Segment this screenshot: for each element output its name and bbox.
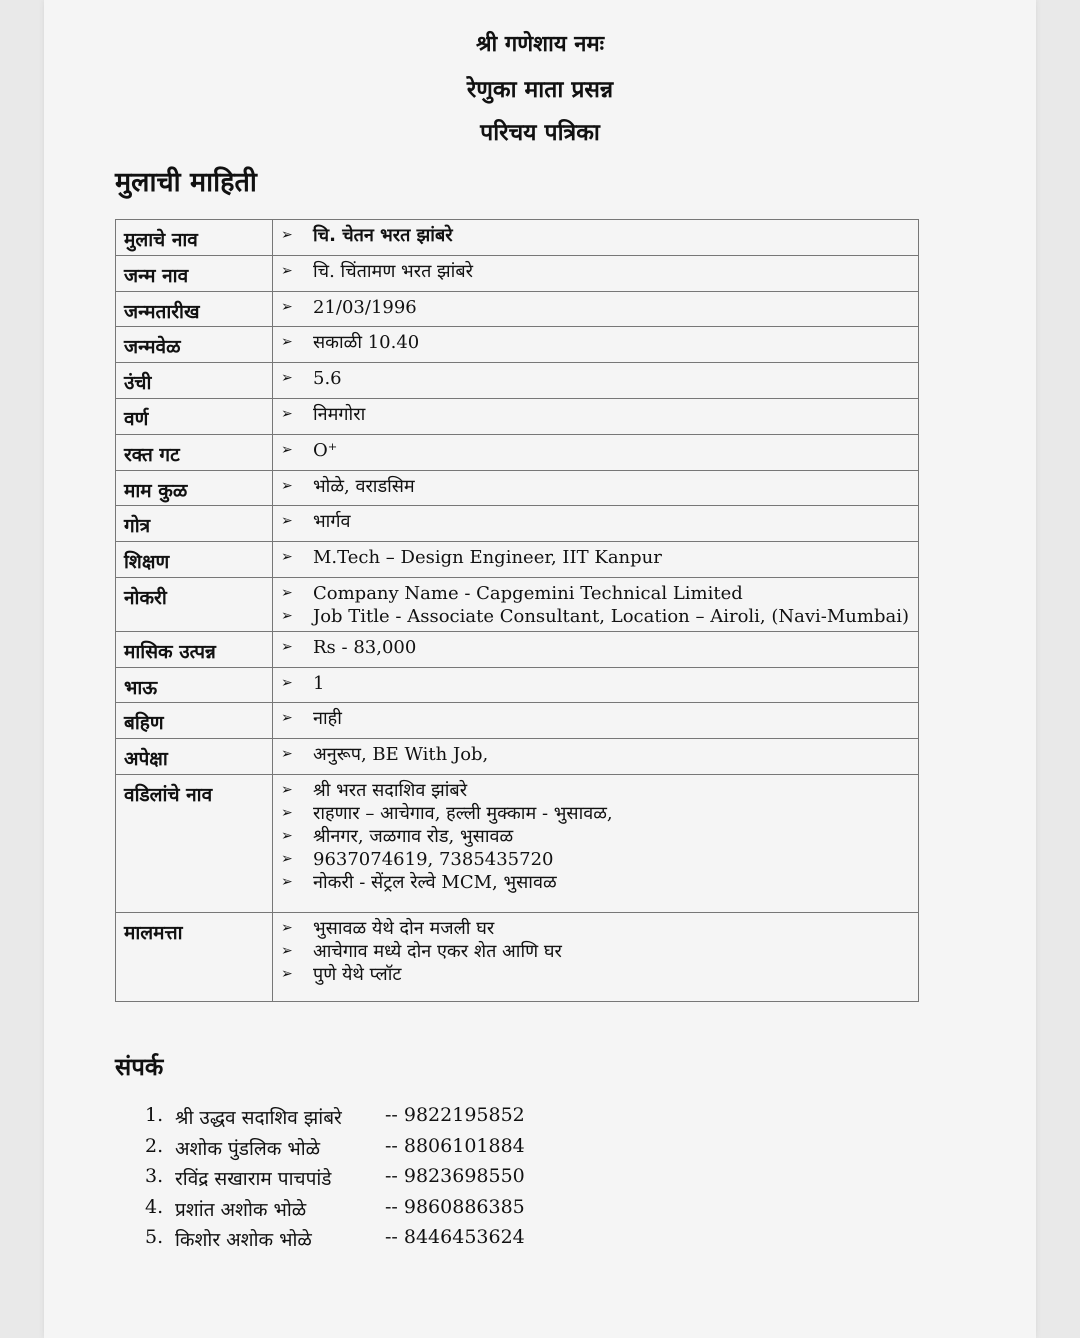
- value-line: [281, 848, 918, 871]
- value-text: आचेगाव मध्ये दोन एकर शेत आणि घर: [313, 941, 562, 962]
- value-text: भोळे, वराडसिम: [313, 476, 415, 497]
- contact-phone: -- 9860886385: [385, 1195, 525, 1218]
- row-label: मुलाचे नाव: [116, 220, 273, 256]
- value-line: [281, 224, 918, 247]
- contact-phone: -- 9823698550: [385, 1165, 525, 1187]
- row-label: शिक्षण: [116, 542, 273, 578]
- table-row: [116, 775, 919, 913]
- row-value-cell: [273, 775, 919, 913]
- table-row: [116, 471, 919, 506]
- arrow-bullet-icon: ➢: [281, 227, 293, 243]
- value-text: 1: [313, 673, 325, 694]
- row-label: अपेक्षा: [116, 739, 273, 775]
- value-text: अनुरूप, BE With Job,: [313, 744, 489, 765]
- arrow-bullet-icon: ➢: [281, 966, 293, 982]
- table-row: [116, 703, 919, 739]
- contact-item: [145, 1196, 525, 1227]
- row-label: जन्मवेळ: [116, 327, 273, 363]
- arrow-bullet-icon: ➢: [281, 585, 293, 601]
- arrow-bullet-icon: ➢: [281, 851, 293, 867]
- table-row: [116, 668, 919, 703]
- arrow-bullet-icon: ➢: [281, 549, 293, 565]
- value-text: Company Name - Capgemini Technical Limited: [313, 583, 743, 604]
- value-text: चि. चेतन भरत झांबरे: [313, 225, 453, 246]
- row-label: गोत्र: [116, 506, 273, 542]
- contact-number: 5.: [145, 1226, 164, 1248]
- table-row: [116, 327, 919, 363]
- contact-phone: -- 8806101884: [385, 1134, 525, 1157]
- arrow-bullet-icon: ➢: [281, 746, 293, 762]
- arrow-bullet-icon: ➢: [281, 943, 293, 959]
- value-line: [281, 802, 918, 825]
- contact-name: श्री उद्धव सदाशिव झांबरे: [175, 1107, 342, 1129]
- value-line: [281, 707, 918, 730]
- arrow-bullet-icon: ➢: [281, 608, 293, 624]
- value-line: [281, 605, 918, 628]
- row-label: जन्म नाव: [116, 256, 273, 292]
- row-value-cell: [273, 327, 919, 363]
- arrow-bullet-icon: ➢: [281, 442, 293, 458]
- contact-name: अशोक पुंडलिक भोळे: [175, 1137, 321, 1160]
- value-line: [281, 546, 918, 569]
- row-label: मासिक उत्पन्न: [116, 632, 273, 668]
- contact-name: किशोर अशोक भोळे: [175, 1229, 312, 1251]
- row-label: वर्ण: [116, 399, 273, 435]
- value-line: [281, 917, 918, 940]
- contact-item: [145, 1226, 525, 1257]
- contact-item: [145, 1135, 525, 1166]
- row-value-cell: [273, 578, 919, 632]
- contact-list: [145, 1104, 525, 1257]
- row-value-cell: [273, 506, 919, 542]
- row-label: नोकरी: [116, 578, 273, 632]
- value-line: [281, 510, 918, 533]
- table-row: [116, 435, 919, 471]
- row-value-cell: [273, 913, 919, 1002]
- contact-name: प्रशांत अशोक भोळे: [175, 1198, 307, 1221]
- arrow-bullet-icon: ➢: [281, 675, 293, 691]
- header-blessing: रेणुका माता प्रसन्न: [466, 77, 614, 103]
- value-line: [281, 475, 918, 498]
- table-row: [116, 256, 919, 292]
- value-line: [281, 743, 918, 766]
- value-line: [281, 871, 918, 894]
- value-line: [281, 779, 918, 802]
- row-label: वडिलांचे नाव: [116, 775, 273, 913]
- contact-number: 3.: [145, 1165, 164, 1187]
- arrow-bullet-icon: ➢: [281, 263, 293, 279]
- value-text: नाही: [313, 708, 342, 729]
- value-line: [281, 403, 918, 426]
- value-line: [281, 260, 918, 283]
- arrow-bullet-icon: ➢: [281, 805, 293, 821]
- table-row: [116, 632, 919, 668]
- row-label: उंची: [116, 363, 273, 399]
- value-text: श्रीनगर, जळगाव रोड, भुसावळ: [313, 826, 514, 847]
- value-text: निमगोरा: [313, 404, 366, 425]
- table-row: [116, 363, 919, 399]
- arrow-bullet-icon: ➢: [281, 299, 293, 315]
- header-invocation: श्री गणेशाय नमः: [475, 32, 605, 57]
- value-text: M.Tech – Design Engineer, IIT Kanpur: [313, 547, 662, 568]
- value-line: [281, 367, 918, 390]
- table-row: [116, 399, 919, 435]
- value-text: भुसावळ येथे दोन मजली घर: [313, 918, 495, 939]
- row-value-cell: [273, 435, 919, 471]
- row-value-cell: [273, 632, 919, 668]
- value-text: सकाळी 10.40: [313, 332, 420, 353]
- arrow-bullet-icon: ➢: [281, 406, 293, 422]
- contact-number: 4.: [145, 1195, 164, 1218]
- row-value-cell: [273, 399, 919, 435]
- row-value-cell: [273, 471, 919, 506]
- arrow-bullet-icon: ➢: [281, 710, 293, 726]
- value-line: [281, 439, 918, 462]
- contact-number: 2.: [145, 1134, 164, 1157]
- table-row: [116, 913, 919, 1002]
- table-row: [116, 506, 919, 542]
- value-text: भार्गव: [313, 511, 351, 532]
- table-row: [116, 542, 919, 578]
- value-text: राहणार – आचेगाव, हल्ली मुक्काम - भुसावळ,: [313, 803, 613, 824]
- row-value-cell: [273, 363, 919, 399]
- row-label: बहिण: [116, 703, 273, 739]
- value-line: [281, 672, 918, 695]
- arrow-bullet-icon: ➢: [281, 513, 293, 529]
- value-text: पुणे येथे प्लॉट: [313, 964, 402, 985]
- row-value-cell: [273, 220, 919, 256]
- row-label: माम कुळ: [116, 471, 273, 506]
- value-line: [281, 825, 918, 848]
- document-title: परिचय पत्रिका: [480, 120, 600, 146]
- arrow-bullet-icon: ➢: [281, 782, 293, 798]
- value-text: 5.6: [313, 368, 342, 389]
- value-text: Job Title - Associate Consultant, Location – Airoli, (Navi-Mumbai): [313, 606, 909, 627]
- value-line: [281, 940, 918, 963]
- value-text: 9637074619, 7385435720: [313, 849, 554, 870]
- arrow-bullet-icon: ➢: [281, 828, 293, 844]
- info-table: [115, 219, 919, 1002]
- value-line: [281, 636, 918, 659]
- row-value-cell: [273, 703, 919, 739]
- table-row: [116, 292, 919, 327]
- table-row: [116, 739, 919, 775]
- value-line: [281, 331, 918, 354]
- section-title-info: मुलाची माहिती: [115, 167, 257, 198]
- contact-phone: -- 8446453624: [385, 1226, 525, 1248]
- arrow-bullet-icon: ➢: [281, 370, 293, 386]
- arrow-bullet-icon: ➢: [281, 478, 293, 494]
- row-label: भाऊ: [116, 668, 273, 703]
- arrow-bullet-icon: ➢: [281, 874, 293, 890]
- row-value-cell: [273, 542, 919, 578]
- value-text: नोकरी - सेंट्रल रेल्वे MCM, भुसावळ: [313, 872, 557, 893]
- arrow-bullet-icon: ➢: [281, 334, 293, 350]
- row-value-cell: [273, 668, 919, 703]
- arrow-bullet-icon: ➢: [281, 639, 293, 655]
- table-row: [116, 220, 919, 256]
- value-text: Rs - 83,000: [313, 637, 417, 658]
- value-text: O⁺: [313, 440, 338, 461]
- value-line: [281, 296, 918, 319]
- value-text: 21/03/1996: [313, 297, 417, 318]
- contact-phone: -- 9822195852: [385, 1104, 525, 1126]
- row-label: मालमत्ता: [116, 913, 273, 1002]
- section-title-contact: संपर्क: [115, 1053, 164, 1081]
- row-value-cell: [273, 256, 919, 292]
- value-line: [281, 963, 918, 986]
- contact-item: [145, 1104, 525, 1135]
- row-value-cell: [273, 739, 919, 775]
- value-text: चि. चिंतामण भरत झांबरे: [313, 261, 473, 282]
- value-line: [281, 582, 918, 605]
- contact-name: रविंद्र सखाराम पाचपांडे: [175, 1168, 332, 1190]
- contact-number: 1.: [145, 1104, 164, 1126]
- row-label: जन्मतारीख: [116, 292, 273, 327]
- value-text: श्री भरत सदाशिव झांबरे: [313, 780, 468, 801]
- row-value-cell: [273, 292, 919, 327]
- table-row: [116, 578, 919, 632]
- row-label: रक्त गट: [116, 435, 273, 471]
- arrow-bullet-icon: ➢: [281, 920, 293, 936]
- contact-item: [145, 1165, 525, 1196]
